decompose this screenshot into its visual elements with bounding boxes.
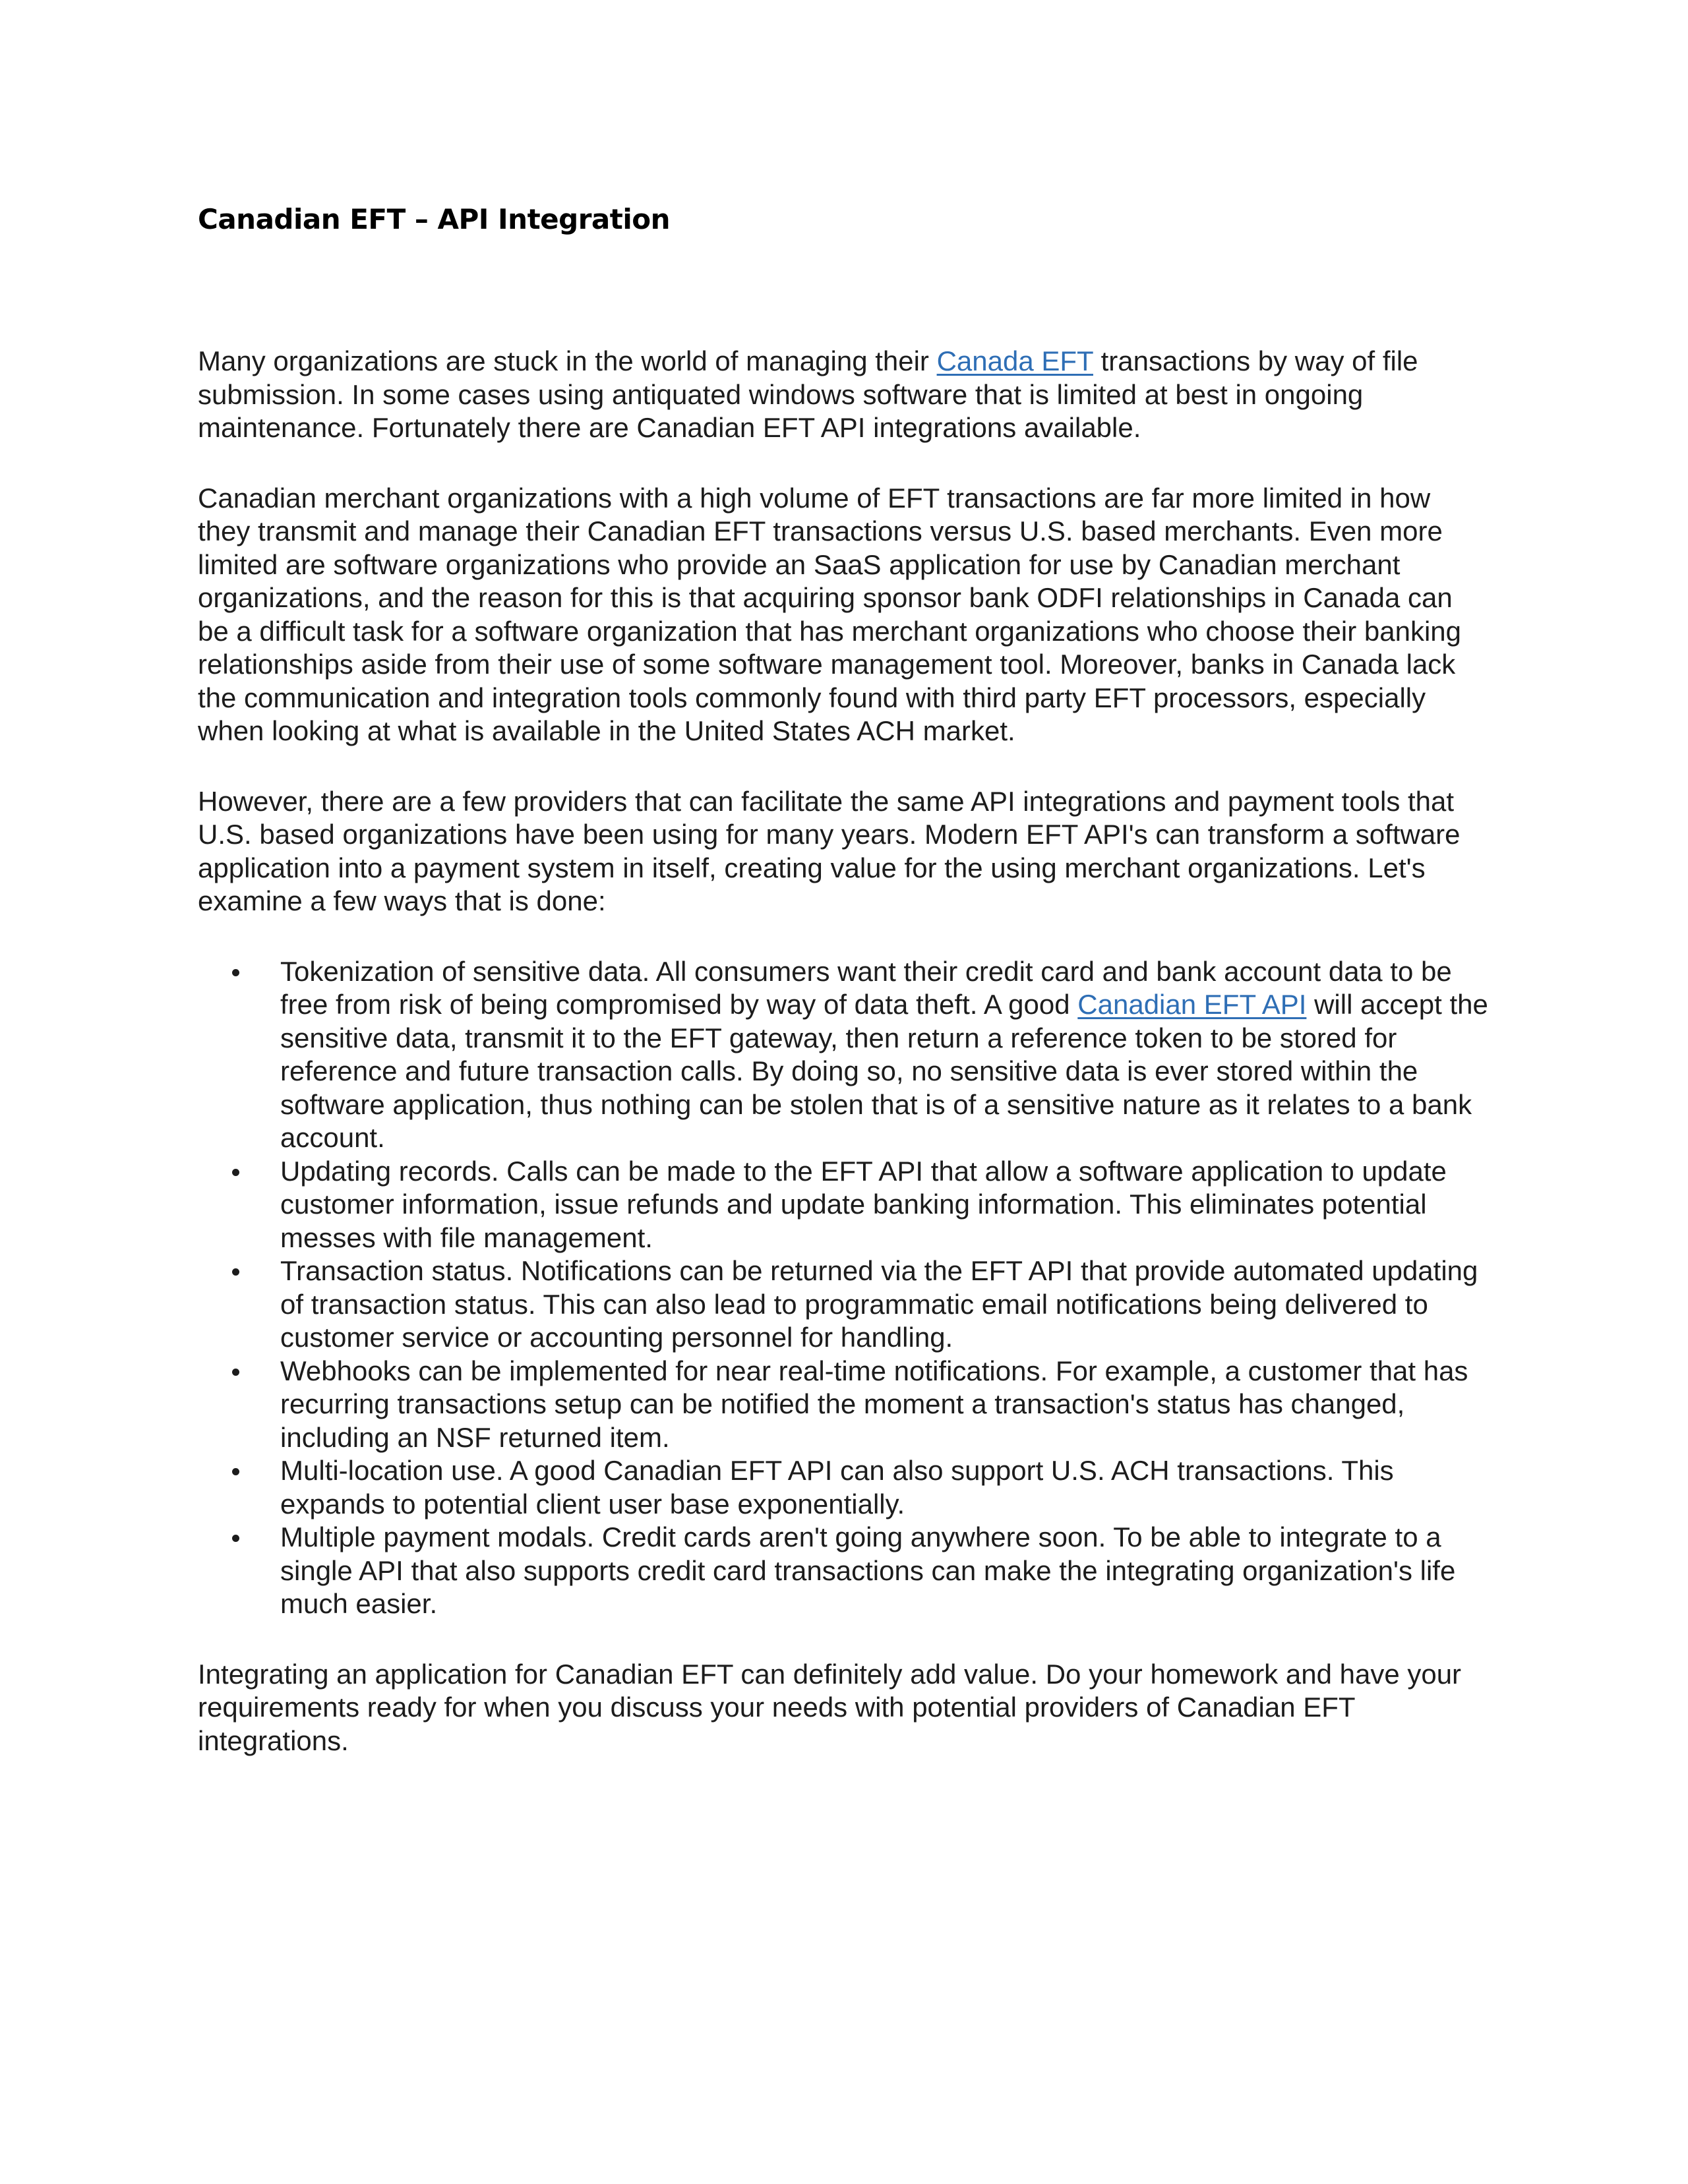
list-item-tokenization [198, 955, 1490, 1155]
list-item-updating-records [198, 1155, 1490, 1255]
benefits-list [198, 955, 1490, 1621]
providers-paragraph: However, there are a few providers that can facilitate the same API integrations and payment tools that U.S. based organizations have been using for many years. Modern EFT API's can transform a software application into a payment system in itself, creating value for the using merchant organizations. Let's examine a few ways that is done: [198, 785, 1461, 916]
list-item-payment-modals [198, 1521, 1490, 1621]
list-item-webhooks [198, 1355, 1490, 1455]
bullet-icon [232, 1169, 239, 1176]
list-item-transaction-status [198, 1254, 1490, 1355]
merchant-organizations-paragraph: Canadian merchant organizations with a high volume of EFT transactions are far more limited in how they transmit and manage their Canadian EFT transactions versus U.S. based merchants. Even more limited are software organizations who provide an SaaS application for use by Canadian merchant organizations, and the reason for this is that acquiring sponsor bank ODFI relationships in Canada can be a difficult task for a software organization that has merchant organizations who choose their banking relationships aside from their use of some software management tool. Moreover, banks in Canada lack the communication and integration tools commonly found with third party EFT processors, especially when looking at what is available in the United States ACH market. [198, 482, 1462, 746]
bullet-icon [232, 1535, 239, 1542]
list-item-text: Transaction status. Notifications can be returned via the EFT API that provide automated updating of transaction status. This can also lead to programmatic email notifications being delivered to customer service or accounting personnel for handling. [280, 1255, 1478, 1353]
bullet-icon [232, 969, 239, 976]
canadian-eft-api-link[interactable]: Canadian EFT API [1077, 989, 1307, 1020]
canada-eft-link[interactable]: Canada EFT [936, 345, 1093, 376]
bullet-icon [232, 1268, 239, 1276]
list-item-text-after-link: will accept the sensitive data, transmit it to the EFT gateway, then return a reference token to be stored for reference and future transaction calls. By doing so, no sensitive data is ever stored within the software application, thus nothing can be stolen that is of a sensitive nature as it relates to a bank account. [280, 989, 1488, 1153]
intro-text-after-link: transactions by way of file submission. In some cases using antiquated windows software that is limited at best in ongoing maintenance. Fortunately there are Canadian EFT API integrations available. [198, 345, 1418, 443]
page-title: Canadian EFT – API Integration [198, 203, 670, 235]
list-item-text: Webhooks can be implemented for near real-time notifications. For example, a customer that has recurring transactions setup can be notified the moment a transaction's status has changed, including an NSF returned item. [280, 1355, 1468, 1453]
list-item-multi-location [198, 1454, 1490, 1521]
closing-paragraph: Integrating an application for Canadian EFT can definitely add value. Do your homework and have your requirements ready for when you discuss your needs with potential providers of Canadian EFT integrations. [198, 1658, 1462, 1756]
list-item-text-before-link: Tokenization of sensitive data. All consumers want their credit card and bank account data to be free from risk of being compromised by way of data theft. A good [280, 955, 1452, 1020]
document-body [198, 196, 1490, 1757]
list-item-text: Multiple payment modals. Credit cards aren't going anywhere soon. To be able to integrate to a single API that also supports credit card transactions can make the integrating organization's life much easier. [280, 1521, 1456, 1619]
bullet-icon [232, 1369, 239, 1376]
intro-text-before-link: Many organizations are stuck in the world of managing their [198, 345, 937, 376]
intro-paragraph [198, 345, 1490, 445]
bullet-icon [232, 1468, 239, 1475]
list-item-text: Updating records. Calls can be made to the EFT API that allow a software application to update customer information, issue refunds and update banking information. This eliminates potential messes with file management. [280, 1155, 1447, 1253]
list-item-text: Multi-location use. A good Canadian EFT API can also support U.S. ACH transactions. This expands to potential client user base exponentially. [280, 1455, 1394, 1520]
